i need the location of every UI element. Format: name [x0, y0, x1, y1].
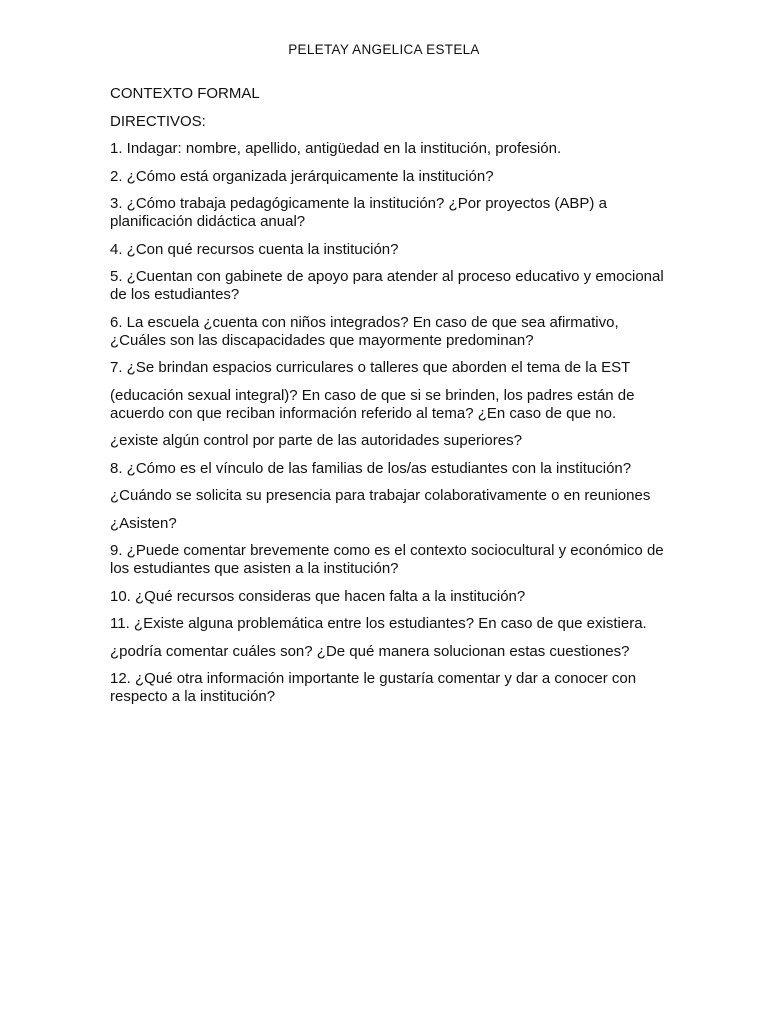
- question-1: 1. Indagar: nombre, apellido, antigüedad en la institución, profesión.: [110, 140, 562, 157]
- question-7-followup: ¿existe algún control por parte de las autoridades superiores?: [110, 432, 522, 449]
- question-8: 8. ¿Cómo es el vínculo de las familias de los/as estudiantes con la institución?: [110, 459, 632, 477]
- question-12: 12. ¿Qué otra información importante le gustaría comentar y dar a conocer con respecto a la institución?: [110, 670, 637, 705]
- question-8-followup-2: ¿Asisten?: [110, 514, 177, 532]
- question-7-continuation: (educación sexual integral)? En caso de que si se brinden, los padres están de acuerdo con que reciban información referido al tema? ¿En caso de que no.: [110, 386, 635, 422]
- subsection-title: DIRECTIVOS:: [110, 112, 206, 130]
- question-5: 5. ¿Cuentan con gabinete de apoyo para atender al proceso educativo y emocional de los estudiantes?: [110, 268, 664, 303]
- section-title: CONTEXTO FORMAL: [110, 85, 260, 102]
- question-11-followup: ¿podría comentar cuáles son? ¿De qué manera solucionan estas cuestiones?: [110, 642, 630, 660]
- document-body: [110, 85, 670, 716]
- question-6: 6. La escuela ¿cuenta con niños integrados? En caso de que sea afirmativo, ¿Cuáles son las discapacidades que mayormente predominan?: [110, 313, 619, 349]
- question-7: 7. ¿Se brindan espacios curriculares o talleres que aborden el tema de la EST: [110, 359, 631, 376]
- question-4: 4. ¿Con qué recursos cuenta la institución?: [110, 240, 399, 258]
- question-2: 2. ¿Cómo está organizada jerárquicamente la institución?: [110, 167, 494, 185]
- question-3: 3. ¿Cómo trabaja pedagógicamente la institución? ¿Por proyectos (ABP) a planificación didáctica anual?: [110, 195, 607, 230]
- question-9: 9. ¿Puede comentar brevemente como es el contexto sociocultural y económico de los estudiantes que asisten a la institución?: [110, 542, 664, 577]
- question-10: 10. ¿Qué recursos consideras que hacen falta a la institución?: [110, 587, 526, 605]
- page-header-author: PELETAY ANGELICA ESTELA: [288, 42, 480, 57]
- question-11: 11. ¿Existe alguna problemática entre los estudiantes? En caso de que existiera.: [110, 615, 647, 632]
- question-8-followup: ¿Cuándo se solicita su presencia para trabajar colaborativamente o en reuniones: [110, 487, 651, 504]
